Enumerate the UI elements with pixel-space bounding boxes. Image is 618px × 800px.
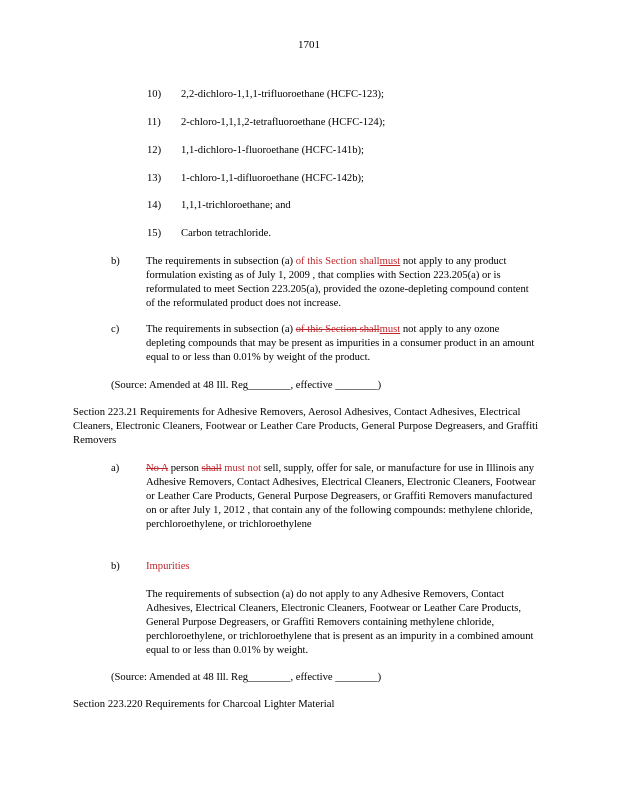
inserted-text: must not bbox=[221, 463, 262, 474]
subsection-text: The requirements in subsection (a) of this Section shallmust not apply to any ozone depleting compounds that may be present as impurities in a consumer product in an amount equal to or less than 0.01% by weight of the product. bbox=[146, 324, 535, 363]
source-note: (Source: Amended at 48 Ill. Reg________, effective ________) bbox=[111, 380, 382, 391]
subsection-label: a) bbox=[111, 463, 120, 474]
list-item: 12) 1,1-dichloro-1-fluoroethane (HCFC-141b); bbox=[147, 145, 364, 156]
list-item: 15) Carbon tetrachloride. bbox=[147, 228, 272, 239]
subsection-text: No A person shall must not sell, supply, offer for sale, or manufacture for use in Illinois any Adhesive Removers, Contact Adhesives, Electrical Cleaners, Electronic Cleaners, Footwear or Leather Care Products, General Purpose Degreasers, or Graffiti Removers manufactured on or after July 1, 2012 , that contain any of the following compounds: methylene chloride, perchloroethylene, or trichloroethylene bbox=[146, 463, 536, 530]
page-number: 1701 bbox=[298, 39, 320, 51]
list-item: 13) 1-chloro-1,1-difluoroethane (HCFC-142b); bbox=[147, 173, 364, 184]
list-item: 10) 2,2-dichloro-1,1,1-trifluoroethane (HCFC-123); bbox=[147, 89, 385, 100]
section-heading: Section 223.220 Requirements for Charcoal Lighter Material bbox=[73, 699, 335, 710]
subsection-label: b) bbox=[111, 561, 120, 572]
subsection-label: b) bbox=[111, 256, 120, 267]
section-heading: Section 223.21 Requirements for Adhesive Removers, Aerosol Adhesives, Contact Adhesives, Electrical Cleaners, Electronic Cleaners, Footwear or Leather Care Products, General Purpose Degreasers, and Graffiti Removers bbox=[73, 407, 539, 446]
inserted-text: must bbox=[379, 256, 401, 267]
inserted-text: of this Section shall bbox=[295, 256, 380, 267]
subsection-label: c) bbox=[111, 324, 120, 335]
subsection-text: The requirements in subsection (a) of this Section shallmust not apply to any product formulation existing as of July 1, 2009 , that complies with Section 223.205(a) or is reformulated to meet Section 223.205(a), provided the ozone-depleting compound content of the reformulated product does not increase. bbox=[146, 256, 529, 309]
deleted-text: shall bbox=[201, 463, 222, 474]
inserted-text: must bbox=[379, 324, 401, 335]
list-item: 11) 2-chloro-1,1,1,2-tetrafluoroethane (HCFC-124); bbox=[147, 117, 386, 128]
deleted-text: No A bbox=[146, 463, 169, 474]
subsection-title: Impurities bbox=[146, 561, 190, 572]
list-item: 14) 1,1,1-trichloroethane; and bbox=[147, 200, 291, 211]
subsection-text: The requirements of subsection (a) do not apply to any Adhesive Removers, Contact Adhesives, Electrical Cleaners, Electronic Cleaners, Footwear or Leather Care Products, General Purpose Degreasers, or Graffiti Removers containing methylene chloride, perchloroethylene, or trichloroethylene that is present as an impurity in a combined amount equal to or less than 0.01% by weight. bbox=[146, 589, 534, 656]
deleted-text: of this Section shall bbox=[295, 324, 380, 335]
source-note: (Source: Amended at 48 Ill. Reg________, effective ________) bbox=[111, 672, 382, 683]
